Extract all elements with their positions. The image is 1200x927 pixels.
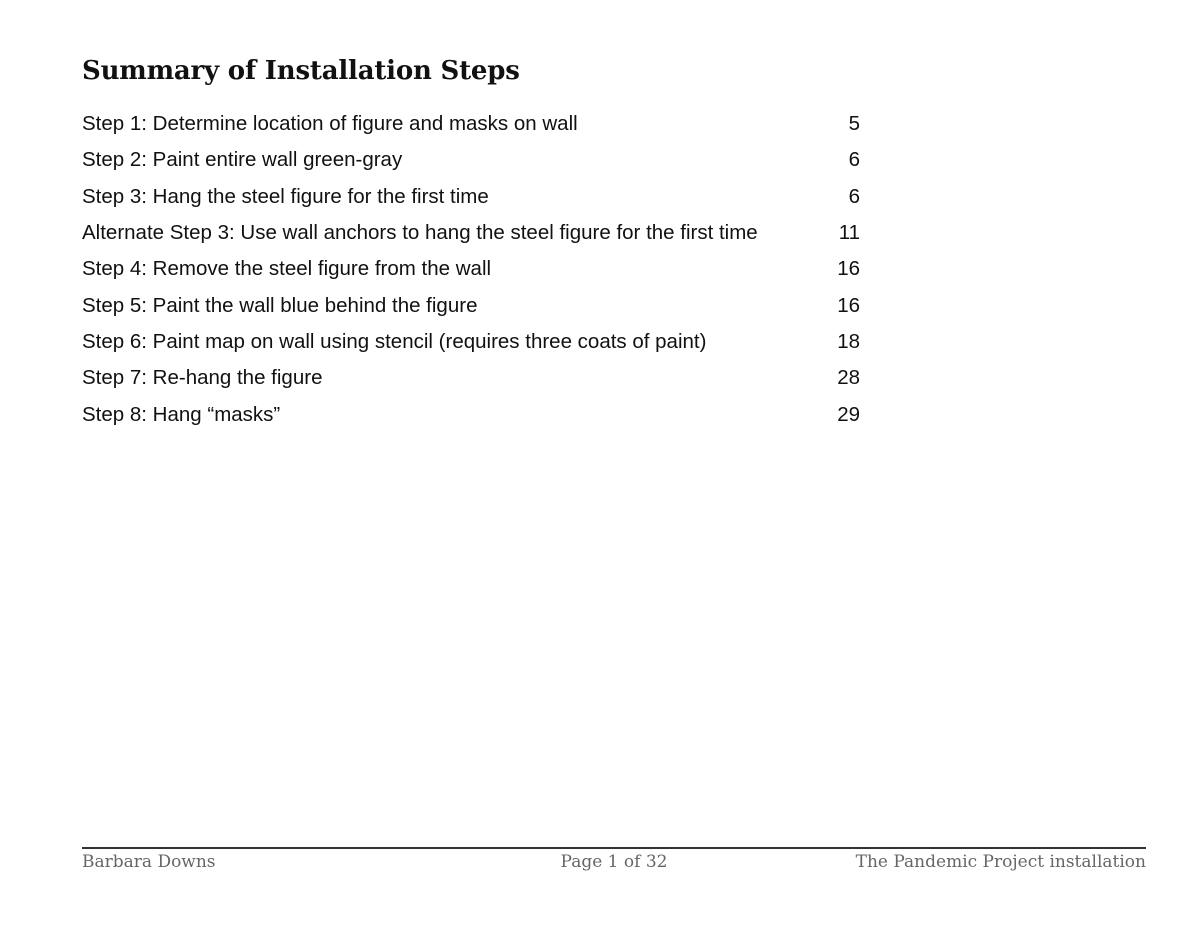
step-label: Step 7: Re-hang the figure [82, 366, 323, 390]
step-label: Step 6: Paint map on wall using stencil (requires three coats of paint) [82, 329, 707, 353]
steps-list [82, 106, 860, 433]
step-row-1 [82, 106, 860, 142]
step-label: Step 4: Remove the steel figure from the wall [82, 257, 492, 281]
step-page-number: 6 [848, 184, 860, 208]
step-page-number: 16 [837, 257, 860, 281]
step-label: Step 8: Hang “masks” [82, 402, 281, 426]
step-row-8 [82, 396, 860, 432]
step-page-number: 28 [837, 366, 860, 390]
step-row-3 [82, 179, 860, 215]
step-page-number: 16 [837, 293, 860, 317]
step-page-number: 18 [837, 329, 860, 353]
step-label: Alternate Step 3: Use wall anchors to hang the steel figure for the first time [82, 221, 758, 245]
page-footer [82, 850, 1146, 874]
footer-divider [82, 847, 1146, 849]
footer-document-title: The Pandemic Project installation [855, 852, 1146, 872]
step-row-5 [82, 287, 860, 323]
step-row-2 [82, 142, 860, 178]
step-page-number: 29 [837, 402, 860, 426]
step-row-6 [82, 324, 860, 360]
step-row-7 [82, 360, 860, 396]
step-page-number: 6 [848, 148, 860, 172]
step-label: Step 3: Hang the steel figure for the first time [82, 184, 489, 208]
step-page-number: 11 [838, 221, 860, 245]
footer-author: Barbara Downs [82, 852, 216, 872]
step-label: Step 5: Paint the wall blue behind the figure [82, 293, 478, 317]
step-row-alternate-3 [82, 215, 860, 251]
page-title: Summary of Installation Steps [82, 56, 520, 86]
step-row-4 [82, 251, 860, 287]
step-label: Step 2: Paint entire wall green-gray [82, 148, 403, 172]
step-page-number: 5 [848, 112, 860, 136]
step-label: Step 1: Determine location of figure and masks on wall [82, 112, 578, 136]
footer-page-indicator: Page 1 of 32 [560, 852, 668, 872]
